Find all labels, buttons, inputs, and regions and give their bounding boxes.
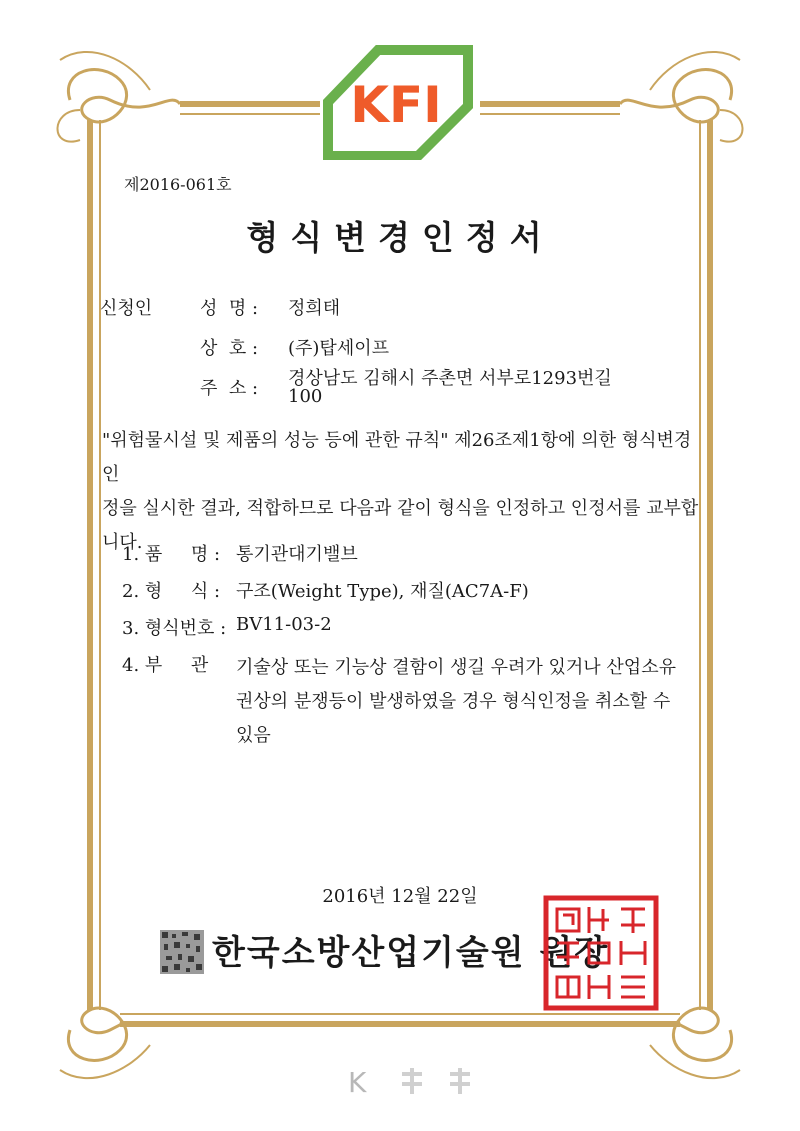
address-label: 주 소 : bbox=[200, 378, 259, 399]
watermark bbox=[340, 1062, 500, 1102]
body-line: 정을 실시한 결과, 적합하므로 다음과 같이 형식을 인정하고 인정서를 교부합 bbox=[102, 498, 699, 519]
item-value-multiline bbox=[236, 651, 676, 753]
applicant-address-line1: 경상남도 김해시 주촌면 서부로1293번길 bbox=[288, 368, 612, 389]
svg-text:K: K bbox=[348, 1066, 367, 1099]
svg-text:KFI: KFI bbox=[350, 76, 442, 134]
item-value-line: 기술상 또는 기능상 결함이 생길 우려가 있거나 산업소유 bbox=[236, 657, 676, 678]
applicant-name: 정희태 bbox=[288, 298, 341, 319]
item-value: BV11-03-2 bbox=[236, 614, 332, 635]
applicant-company: (주)탑세이프 bbox=[288, 338, 389, 359]
official-seal bbox=[543, 895, 659, 1011]
document-title: 형식변경인정서 bbox=[246, 218, 554, 257]
item-label: 4. 부 관 bbox=[122, 655, 209, 676]
item-label: 1. 품 명 : bbox=[122, 544, 221, 565]
issuer-name: 한국소방산업기술원 원장 bbox=[212, 933, 610, 973]
item-value: 통기관대기밸브 bbox=[236, 544, 358, 565]
body-line: "위험물시설 및 제품의 성능 등에 관한 규칙" 제26조제1항에 의한 형식변경인 bbox=[102, 430, 692, 485]
item-label: 2. 형 식 : bbox=[122, 581, 221, 602]
qr-code-icon bbox=[160, 930, 204, 974]
applicant-address-line2: 100 bbox=[288, 386, 323, 407]
kfi-logo bbox=[318, 44, 478, 160]
name-label: 성 명 : bbox=[200, 298, 259, 319]
certificate-number: 제2016-061호 bbox=[124, 175, 232, 194]
item-label: 3. 형식번호 : bbox=[122, 618, 227, 639]
item-value-line: 권상의 분쟁등이 발생하였을 경우 형식인정을 취소할 수 bbox=[236, 691, 671, 712]
applicant-label: 신청인 bbox=[100, 298, 153, 319]
body-line: 니다. bbox=[102, 532, 143, 553]
issue-date: 2016년 12월 22일 bbox=[322, 886, 478, 907]
item-value-line: 있음 bbox=[236, 725, 271, 746]
item-value: 구조(Weight Type), 재질(AC7A-F) bbox=[236, 581, 529, 602]
company-label: 상 호 : bbox=[200, 338, 259, 359]
